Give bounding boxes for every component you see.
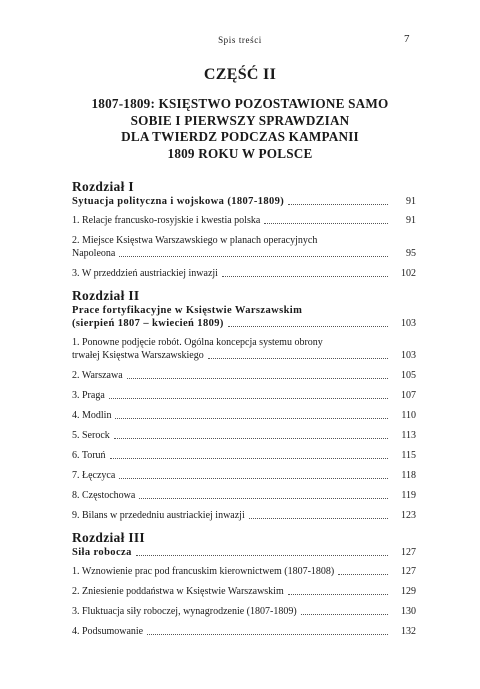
page-ref: 102 — [401, 268, 416, 279]
leader-dots — [139, 498, 388, 499]
entry-text: 1. Relacje francusko-rosyjskie i kwestia polska — [72, 215, 261, 226]
page-ref: 129 — [401, 586, 416, 597]
leader-dots — [147, 634, 388, 635]
page-number: 7 — [404, 33, 410, 45]
part-subtitle-line: 1809 ROKU W POLSCE — [167, 145, 313, 161]
toc-entry — [72, 565, 416, 578]
entry-text: 2. Warszawa — [72, 370, 123, 381]
leader-dots — [115, 418, 388, 419]
leader-dots — [228, 326, 388, 327]
page-ref: 127 — [401, 566, 416, 577]
entry-text: 4. Podsumowanie — [72, 626, 144, 637]
section-line — [72, 546, 416, 559]
entry-text-line: 1. Ponowne podjęcie robót. Ogólna koncepcja systemu obrony — [72, 337, 323, 348]
entry-text: 8. Częstochowa — [72, 490, 136, 501]
toc-entry — [72, 234, 416, 260]
entry-text: 2. Zniesienie poddaństwa w Księstwie Warszawskim — [72, 586, 284, 597]
page-ref: 91 — [406, 196, 416, 207]
section-last-line — [72, 317, 416, 330]
section-title: Siła robocza — [72, 547, 132, 558]
leader-dots — [110, 458, 388, 459]
entry-last-line — [72, 349, 416, 362]
leader-dots — [264, 223, 388, 224]
section-title: (sierpień 1807 – kwiecień 1809) — [72, 318, 224, 329]
table-of-contents — [72, 178, 416, 645]
page-ref: 103 — [401, 350, 416, 361]
leader-dots — [222, 276, 388, 277]
entry-text-line: 2. Miejsce Księstwa Warszawskiego w planach operacyjnych — [72, 235, 318, 246]
toc-entry — [72, 625, 416, 638]
entry-text: 3. Fluktuacja siły roboczej, wynagrodzenie (1807-1809) — [72, 606, 297, 617]
page-ref: 107 — [401, 390, 416, 401]
section-title: Sytuacja polityczna i wojskowa (1807-1809) — [72, 196, 285, 207]
entry-text: 7. Łęczyca — [72, 470, 116, 481]
toc-entry — [72, 469, 416, 482]
page-ref: 130 — [401, 606, 416, 617]
entry-text-line: Napoleona — [72, 248, 116, 259]
entry-text: 3. W przeddzień austriackiej inwazji — [72, 268, 218, 279]
leader-dots — [119, 256, 388, 257]
toc-entry — [72, 409, 416, 422]
running-head: Spis treści — [218, 35, 262, 45]
toc-entry — [72, 389, 416, 402]
part-subtitle-line: 1807-1809: KSIĘSTWO POZOSTAWIONE SAMO — [91, 96, 389, 111]
leader-dots — [338, 574, 388, 575]
leader-dots — [249, 518, 388, 519]
entry-text: 3. Praga — [72, 390, 105, 401]
page-ref: 127 — [401, 547, 416, 558]
chapter-3 — [72, 529, 416, 638]
page-ref: 110 — [401, 410, 416, 421]
chapter-heading: Rozdział III — [72, 530, 145, 545]
page-ref: 113 — [401, 430, 416, 441]
toc-entry — [72, 336, 416, 362]
toc-entry — [72, 585, 416, 598]
toc-entry — [72, 489, 416, 502]
leader-dots — [119, 478, 388, 479]
page-ref: 103 — [401, 318, 416, 329]
page-ref: 118 — [401, 470, 416, 481]
part-title: CZĘŚĆ II — [203, 66, 277, 83]
entry-text-line: trwałej Księstwa Warszawskiego — [72, 350, 204, 361]
leader-dots — [208, 358, 388, 359]
toc-entry — [72, 214, 416, 227]
toc-entry — [72, 267, 416, 280]
section-line — [72, 195, 416, 208]
chapter-1 — [72, 178, 416, 280]
entry-text: 4. Modlin — [72, 410, 112, 421]
entry-last-line — [72, 247, 416, 260]
page-ref: 115 — [401, 450, 416, 461]
entry-text: 9. Bilans w przededniu austriackiej inwazji — [72, 510, 245, 521]
page-ref: 123 — [401, 510, 416, 521]
page-ref: 132 — [401, 626, 416, 637]
leader-dots — [127, 378, 388, 379]
leader-dots — [114, 438, 388, 439]
page-ref: 91 — [406, 215, 416, 226]
section-line — [72, 304, 416, 330]
leader-dots — [109, 398, 388, 399]
entry-text: 1. Wznowienie prac pod francuskim kierownictwem (1807-1808) — [72, 566, 335, 577]
entry-text: 6. Toruń — [72, 450, 106, 461]
chapter-heading: Rozdział II — [72, 288, 140, 303]
leader-dots — [288, 204, 388, 205]
leader-dots — [136, 555, 388, 556]
toc-entry — [72, 369, 416, 382]
toc-entry — [72, 449, 416, 462]
section-title: Prace fortyfikacyjne w Księstwie Warszawskim — [72, 305, 303, 316]
toc-entry — [72, 605, 416, 618]
leader-dots — [288, 594, 388, 595]
part-subtitle-line: DLA TWIERDZ PODCZAS KAMPANII — [121, 129, 359, 144]
leader-dots — [301, 614, 388, 615]
entry-text: 5. Serock — [72, 430, 110, 441]
part-subtitle — [60, 96, 420, 162]
chapter-2 — [72, 287, 416, 522]
page-ref: 105 — [401, 370, 416, 381]
chapter-heading: Rozdział I — [72, 179, 134, 194]
page-ref: 119 — [401, 490, 416, 501]
page-ref: 95 — [406, 248, 416, 259]
part-subtitle-line: SOBIE I PIERWSZY SPRAWDZIAN — [130, 112, 350, 128]
toc-entry — [72, 509, 416, 522]
toc-entry — [72, 429, 416, 442]
